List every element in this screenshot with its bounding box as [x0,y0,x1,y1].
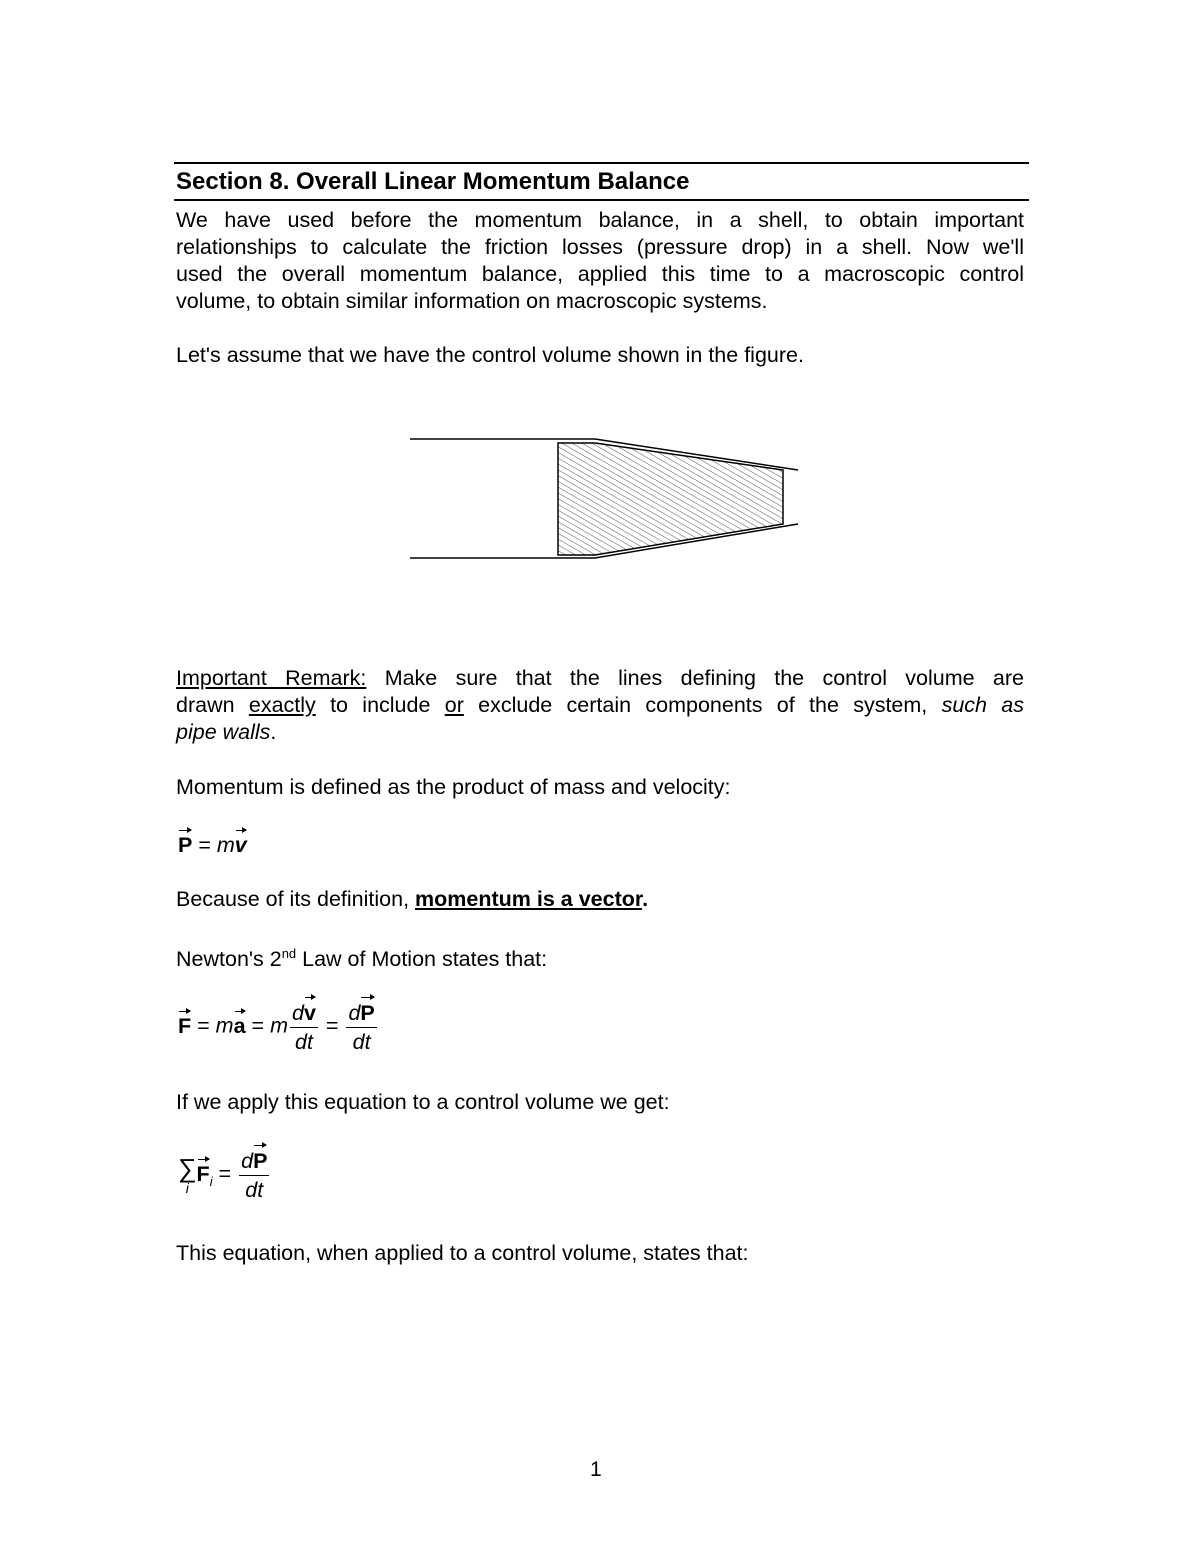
page-number: 1 [590,1458,602,1481]
momentum-is-vector: momentum is a vector [415,887,643,911]
equation-momentum: P = mv [178,833,247,857]
intro-line-3: used the overall momentum balance, applied this time to a macroscopic control [176,262,1024,286]
states-text: This equation, when applied to a control volume, states that: [176,1241,749,1265]
remark-line-2: drawn exactly to include or exclude certain components of the system, such as [176,693,1024,717]
header-rule-bottom [174,199,1029,201]
equation-newton: F = ma = m $\frac{dv}{dt}$ = $\frac{dP}{dt}$ [178,1001,375,1054]
intro-line-4: volume, to obtain similar information on macroscopic systems. [176,289,768,313]
assume-text: Let's assume that we have the control volume shown in the figure. [176,343,804,367]
remark-line-3: pipe walls. [176,720,277,744]
newton-text: Newton's 2nd Law of Motion states that: [176,946,548,972]
section-title: Section 8. Overall Linear Momentum Balance [176,168,690,195]
intro-line-1: We have used before the momentum balance, in a shell, to obtain important [176,208,1024,232]
momentum-definition: Momentum is defined as the product of mass and velocity: [176,775,731,799]
control-volume-region [558,443,783,555]
control-volume-figure [400,425,810,570]
remark-label: Important Remark: [176,666,367,690]
remark-line-1: Important Remark: Make sure that the lines defining the control volume are [176,666,1024,690]
apply-text: If we apply this equation to a control volume we get: [176,1090,670,1114]
equation-sum-forces: ∑ i $F_i$ = $\frac{dP}{dt}$ [178,1149,268,1202]
because-text: Because of its definition, momentum is a vector. [176,887,649,911]
header-rule-top [174,162,1029,164]
intro-line-2: relationships to calculate the friction losses (pressure drop) in a shell. Now we'll [176,235,1024,259]
emphasis-or: or [444,693,464,717]
emphasis-exactly: exactly [248,693,316,717]
